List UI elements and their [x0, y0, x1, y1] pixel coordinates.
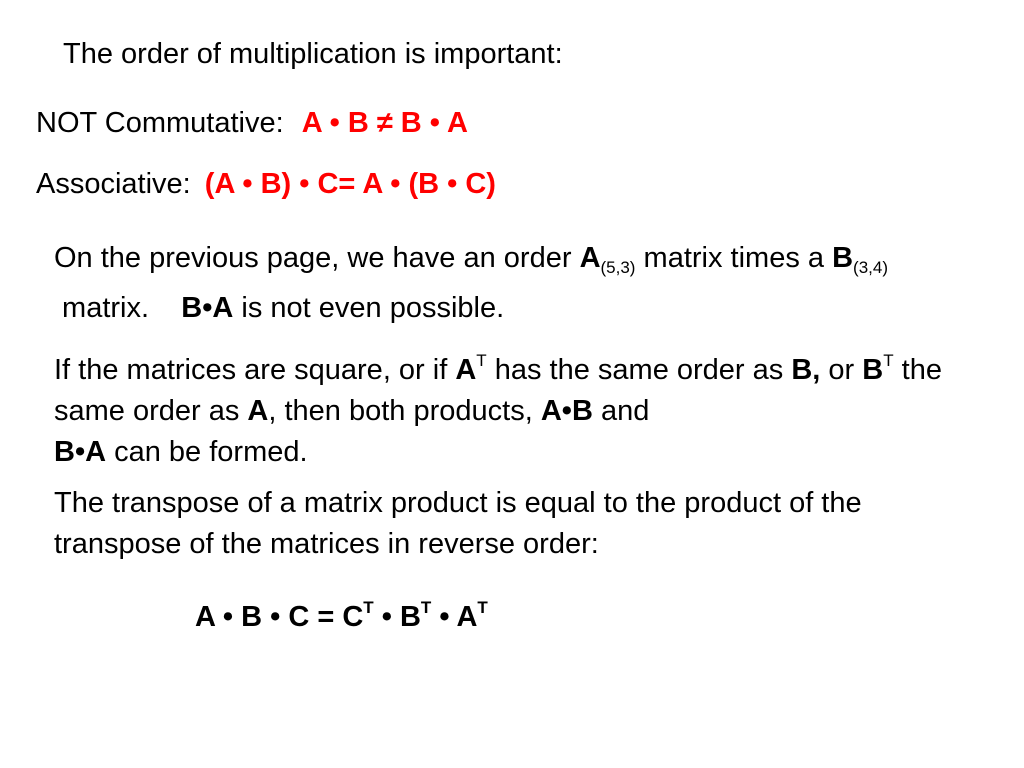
matrix-a-order: (5,3): [600, 258, 636, 277]
matrix-b-order: (3,4): [853, 258, 888, 277]
para2-text-1: If the matrices are square, or if: [54, 354, 456, 386]
commutative-line: [36, 107, 468, 139]
formula-part: • A: [431, 601, 478, 633]
para1-text-4: is not even possible.: [233, 292, 505, 324]
para1-text-1: On the previous page, we have an order: [54, 242, 580, 274]
product-ba: B•A: [181, 292, 234, 324]
para2-text-2: has the same order as: [486, 354, 792, 386]
matrix-b: B: [832, 242, 854, 274]
paragraph-transpose-rule: [54, 483, 964, 565]
transpose-mark: T: [477, 598, 488, 617]
transpose-mark: T: [420, 598, 432, 617]
matrix-b: B,: [791, 354, 821, 386]
transpose-mark: T: [476, 351, 487, 370]
associative-line: [36, 168, 496, 200]
para2-text-5: , then both products,: [268, 395, 541, 427]
paragraph-previous-page: [54, 238, 974, 329]
formula-part: • B: [373, 601, 421, 633]
para1-text-2: matrix times a: [635, 242, 833, 274]
formula-lhs: A • B • C = C: [195, 601, 364, 633]
transpose-formula: [195, 592, 488, 633]
para2-text-4: the same order as: [54, 354, 942, 427]
transpose-mark: T: [363, 598, 374, 617]
product-ab: A•B: [540, 395, 593, 427]
product-ba: B•A: [54, 436, 107, 468]
para2-text-7: can be formed.: [106, 436, 308, 468]
para2-text-6: and: [592, 395, 650, 427]
matrix-a: A: [247, 395, 269, 427]
associative-label: Associative:: [36, 168, 191, 200]
matrix-a: A: [579, 242, 601, 274]
transpose-mark: T: [883, 351, 894, 370]
paragraph-square-matrices: [54, 340, 974, 473]
para1-text-3: matrix.: [54, 292, 182, 324]
commutative-label: NOT Commutative:: [36, 107, 284, 139]
matrix-b: B: [862, 354, 884, 386]
para2-text-3: or: [820, 354, 863, 386]
commutative-formula: A • B ≠ B • A: [301, 107, 468, 139]
heading-text: The order of multiplication is important:: [63, 38, 563, 70]
para3-text: The transpose of a matrix product is equal to the product of the transpose of the matrices in reverse order:: [54, 487, 862, 560]
slide-heading: [63, 38, 563, 70]
associative-formula: (A • B) • C= A • (B • C): [204, 168, 496, 200]
matrix-a: A: [455, 354, 477, 386]
